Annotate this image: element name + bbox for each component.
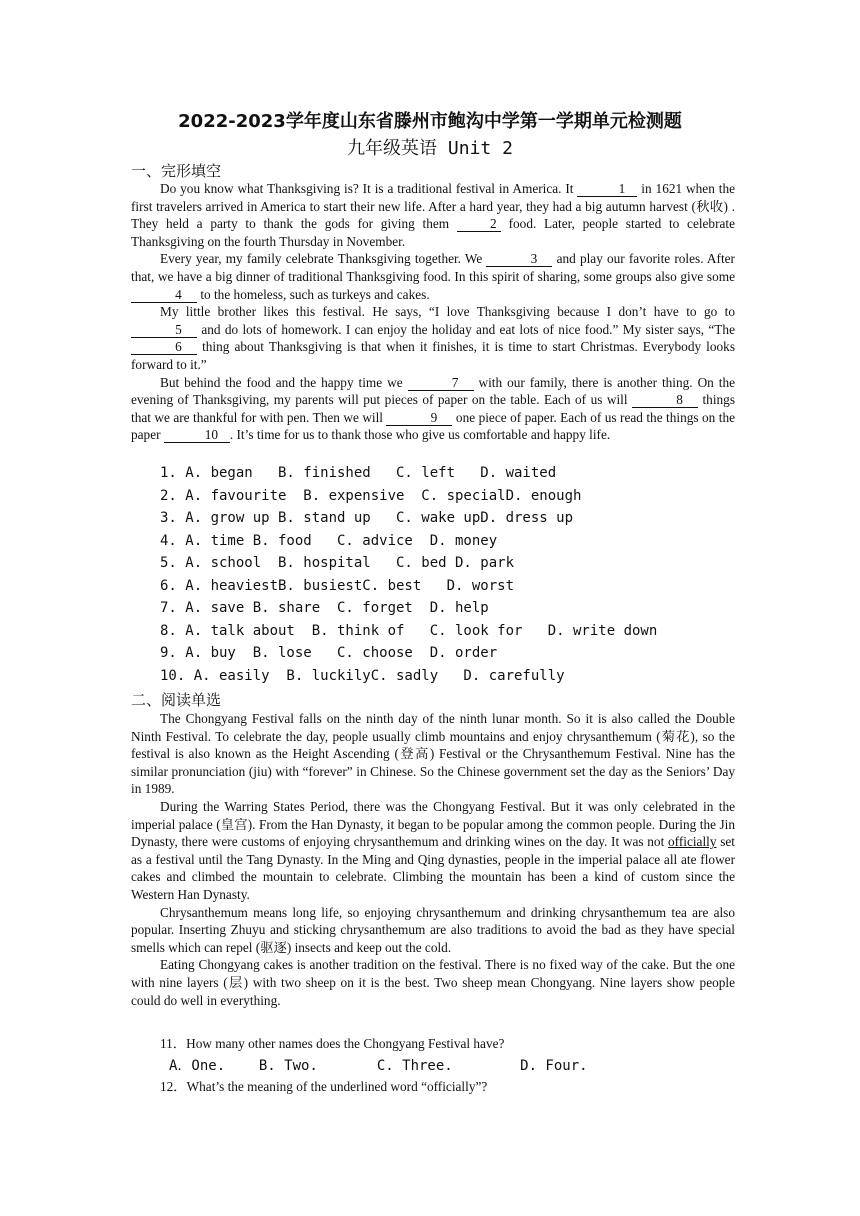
cloze-passage: [131, 180, 735, 444]
reading-paragraph: The Chongyang Festival falls on the ninth day of the ninth lunar month. So it is also called the Double Ninth Festival. To celebrate the day, people usually climb mountains and enjoy chrysanthemum (菊花), so the festival is also known as the Height Ascending (登高) Festival or the Chrysanthemum Festival. Nine has the similar pronunciation (jiu) with “forever” in Chinese. So the Chinese government set the day as the Seniors’ Day in 1989.: [131, 711, 735, 797]
blank-7: 7: [408, 376, 474, 391]
option-row: 7. A. save B. share C. forget D. help: [160, 600, 489, 616]
blank-10: 10: [164, 428, 230, 443]
option-row: 8. A. talk about B. think of C. look for D. write down: [160, 622, 658, 639]
reading-paragraph: During the Warring States Period, there was the Chongyang Festival. But it was only celebrated in the imperial palace (皇宫). From the Han Dynasty, it began to be popular among the common people. During the Jin Dynasty, there were customs of enjoying chrysanthemum and drinking wines on the day. It was not officially set as a festival until the Tang Dynasty. In the Ming and Qing dynasties, people in the imperial palace all ate flower cakes and climbed the mountain to celebrate. Climbing the mountain has been a kind of custom since the Western Han Dynasty.: [131, 798, 735, 902]
option-row: 4. A. time B. food C. advice D. money: [160, 532, 498, 549]
section-heading-cloze: 一、完形填空: [131, 162, 222, 180]
blank-1: 1: [577, 182, 637, 197]
underlined-word: officially: [668, 834, 717, 850]
cloze-paragraph: My little brother likes this festival. He says, “I love Thanksgiving because I don’t have to go to 5 and do lots of homework. I can enjoy the holiday and eat lots of nice food.” My sister says, “The 6 thing about Thanksgiving is that when it finishes, it is time to start Christmas. Everybody looks forward to it.”: [131, 304, 735, 372]
reading-passage: [131, 710, 735, 1009]
section-heading-reading: 二、阅读单选: [131, 691, 222, 709]
reading-paragraph: Eating Chongyang cakes is another tradition on the festival. There is no fixed way of the cake. But the one with nine layers (层) with two sheep on it is the best. Two sheep mean Chongyang. Nine layers show people could do well in everything.: [131, 957, 735, 1008]
blank-3: 3: [486, 252, 552, 267]
option-row: 3. A. grow up B. stand up C. wake upD. dress up: [160, 510, 574, 526]
blank-4: 4: [131, 288, 197, 303]
question-12: 12．What’s the meaning of the underlined word “officially”?: [160, 1079, 488, 1094]
reading-paragraph: Chrysanthemum means long life, so enjoying chrysanthemum and drinking chrysanthemum tea are also popular. Inserting Zhuyu and sticking chrysanthemum are also traditions to avoid the bad as they have special smells which can repel (驱逐) insects and keep out the cold.: [131, 904, 735, 955]
exam-subtitle: 九年级英语 Unit 2: [347, 138, 513, 159]
option-row: 2. A. favourite B. expensive C. specialD. enough: [160, 487, 582, 504]
option-row: 9. A. buy B. lose C. choose D. order: [160, 645, 498, 661]
option-row: 6. A. heaviestB. busiestC. best D. worst: [160, 577, 515, 594]
question-11-options: A．One. B. Two. C. Three. D. Four.: [169, 1058, 588, 1074]
option-row: 10. A. easily B. luckilyC. sadly D. carefully: [160, 667, 565, 684]
question-11: 11．How many other names does the Chongyang Festival have?: [160, 1036, 505, 1051]
blank-2: 2: [457, 217, 501, 232]
blank-6: 6: [131, 340, 197, 355]
cloze-options: [160, 462, 657, 687]
option-row: 1. A. began B. finished C. left D. waited: [160, 465, 557, 481]
blank-8: 8: [632, 393, 698, 408]
exam-title: 2022-2023学年度山东省滕州市鲍沟中学第一学期单元检测题: [178, 111, 682, 132]
option-row: 5. A. school B. hospital C. bed D. park: [160, 555, 515, 571]
cloze-paragraph: Do you know what Thanksgiving is? It is a traditional festival in America. It 1 in 1621 when the first travelers arrived in America to start their new life. After a hard year, they had a big autumn harvest (秋收) . They held a party to thank the gods for giving them 2 food. Later, people started to celebrate Thanksgiving on the fourth Thursday in November.: [131, 181, 736, 249]
blank-9: 9: [386, 411, 452, 426]
blank-5: 5: [131, 323, 197, 338]
cloze-paragraph: But behind the food and the happy time we 7 with our family, there is another thing. On the evening of Thanksgiving, my parents will put pieces of paper on the table. Each of us will 8 things that we are thankful for with pen. Then we will 9 one piece of paper. Each of us read the things on the paper 10 . It’s time for us to thank those who give us comfortable and happy life.: [131, 374, 736, 443]
cloze-paragraph: Every year, my family celebrate Thanksgiving together. We 3 and play our favorite roles. After that, we have a big dinner of traditional Thanksgiving food. In this spirit of sharing, some groups also give some 4 to the homeless, such as turkeys and cakes.: [131, 251, 735, 302]
